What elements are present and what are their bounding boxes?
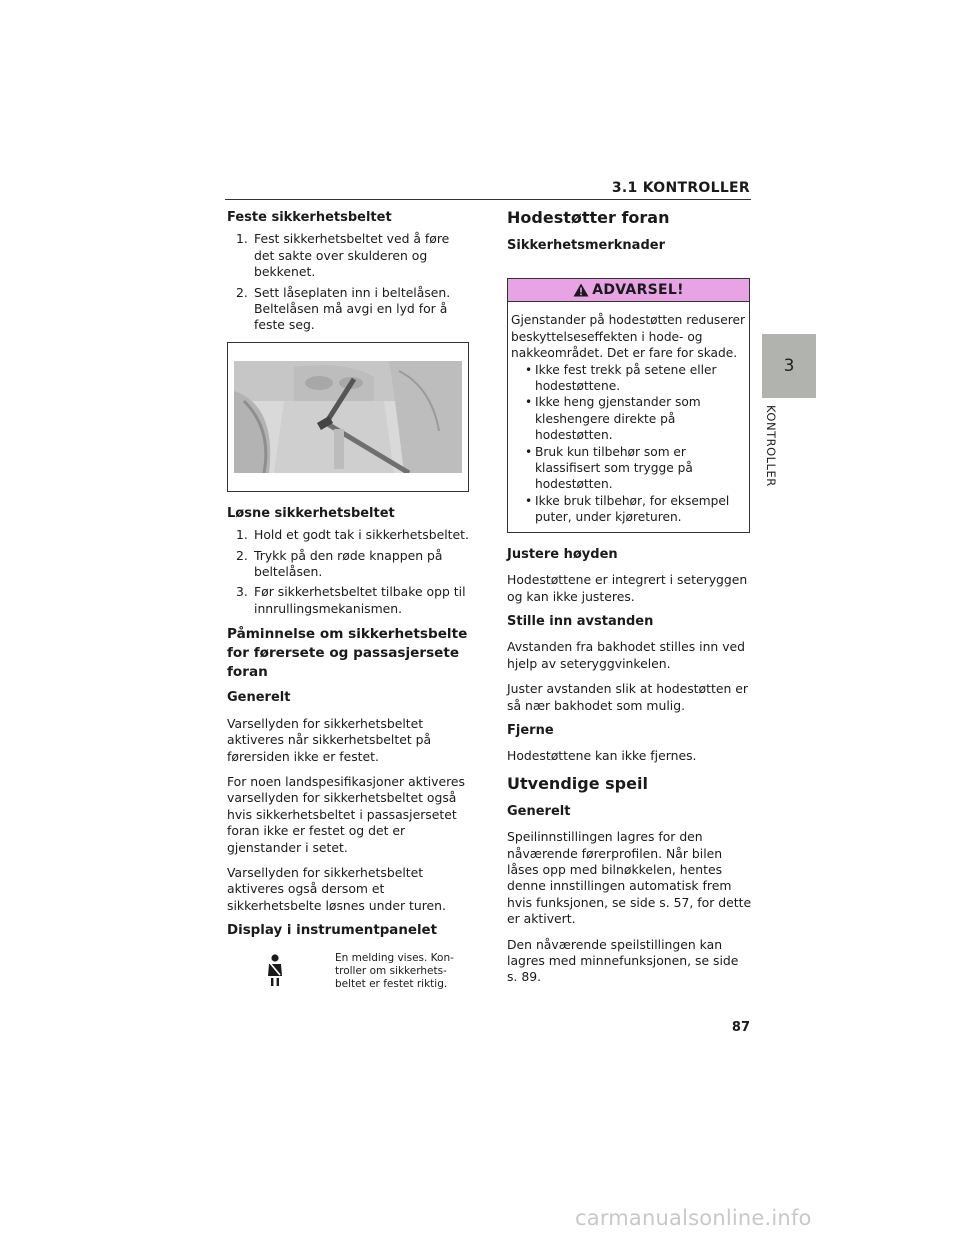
list-item: • Bruk kun tilbehør som er klassifisert som trygge på hodestøtten. [511,444,747,493]
list-item: 3. Før sikkerhetsbeltet tilbake opp til innrullingsmekanismen. [236,584,466,616]
list-item: 2. Sett låseplaten inn i beltelåsen. Beltelåsen må avgi en lyd for å feste seg. [236,284,451,333]
hode-heading: Hodestøtter foran [507,208,670,227]
warning-body [508,302,749,531]
list-item: 2. Trykk på den røde knappen på beltelåsen. [236,547,443,580]
speil-generelt-heading: Generelt [507,803,571,819]
watermark: carmanualsonline.info [575,1206,812,1230]
chapter-label: KONTROLLER [764,405,778,487]
stille-heading: Stille inn avstanden [507,613,654,629]
warning-list [511,362,747,526]
paragraph: For noen landspesifikasjoner aktiveres varsellyden for sikkerhetsbeltet også hvis sikkerhetsbeltet i passasjersetet foran ikke er festet og det er gjenstander i setet. [227,773,466,855]
list-item: 1. Fest sikkerhetsbeltet ved å føre det sakte over skulderen og bekkenet. [236,231,450,280]
justere-heading: Justere høyden [507,546,618,562]
feste-heading: Feste sikkerhetsbeltet [227,210,392,225]
fjerne-heading: Fjerne [507,722,554,738]
paragraph: Den nåværende speilstillingen kan lagres med minnefunksjonen, se side s. 89. [507,936,739,985]
warning-header [508,279,749,302]
list-item: • Ikke heng gjenstander som kleshengere direkte på hodestøtten. [511,394,747,443]
display-message: En melding vises. Kon-troller om sikkerhets-beltet er festet riktig. [335,951,454,990]
feste-steps [227,231,472,333]
paragraph: Avstanden fra bakhodet stilles inn ved hjelp av seteryggvinkelen. [507,639,746,671]
paminnelse-heading: Påminnelse om sikkerhetsbelte for førersete og passasjersete foran [227,626,468,681]
display-row [227,950,472,1000]
header-rule [225,199,751,200]
seatbelt-illustration [227,342,469,492]
list-item: 1. Hold et godt tak i sikkerhetsbeltet. [236,527,469,543]
paragraph: Speilinnstillingen lagres for den nåværende førerprofilen. Når bilen låses opp med bilnøkkelen, hentes denne innstillingen automatisk frem hvis funksjonen, se side s. 57, for dette er aktivert. [507,829,752,927]
chapter-number: 3 [783,356,795,376]
page-number: 87 [731,1020,750,1035]
running-header: 3.1 KONTROLLER [611,180,750,196]
sikkerhet-heading: Sikkerhetsmerknader [507,238,665,253]
paragraph: Varsellyden for sikkerhetsbeltet aktiveres også dersom et sikkerhetsbelte løsnes under turen. [227,864,446,913]
paragraph: Juster avstanden slik at hodestøtten er så nær bakhodet som mulig. [507,681,748,713]
losne-heading: Løsne sikkerhetsbeltet [227,505,395,521]
right-column [507,208,752,995]
generelt-heading: Generelt [227,690,291,706]
paragraph: Hodestøttene er integrert i seteryggen og kan ikke justeres. [507,572,748,604]
list-item: • Ikke bruk tilbehør, for eksempel puter, under kjøreturen. [511,493,747,526]
seatbelt-warning-icon [267,954,283,986]
warning-triangle-icon [573,283,589,297]
paragraph: Hodestøttene kan ikke fjernes. [507,748,697,764]
speil-heading: Utvendige speil [507,773,648,793]
warning-title: ADVARSEL! [592,282,684,299]
display-heading: Display i instrumentpanelet [227,923,438,939]
chapter-tab [762,334,816,398]
warning-box [507,278,750,532]
warning-intro: Gjenstander på hodestøtten reduserer beskyttelseseffekten i hode- og nakkeområdet. Det er fare for skade. [511,313,746,361]
losne-steps [227,527,472,617]
left-column [227,210,472,1000]
car-interior-image [234,361,462,473]
paragraph: Varsellyden for sikkerhetsbeltet aktiveres når sikkerhetsbeltet på førersiden ikke er festet. [227,715,432,764]
list-item: • Ikke fest trekk på setene eller hodestøttene. [511,362,747,395]
